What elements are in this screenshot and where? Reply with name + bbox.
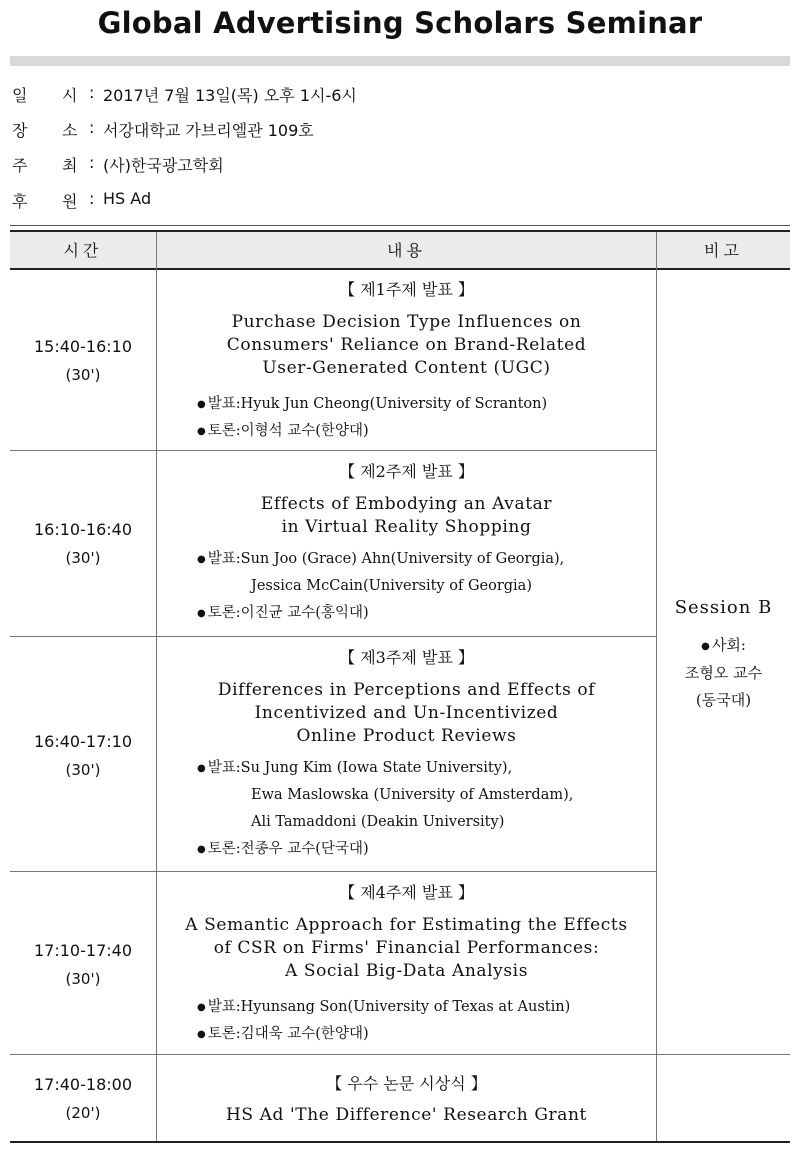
- row-divider: [10, 871, 656, 872]
- moderator-name: 조형오 교수: [684, 664, 763, 682]
- time-cell: [10, 732, 156, 779]
- topic-heading: 【 제1주제 발표 】: [339, 280, 474, 299]
- paper-title: Effects of Embodying an Avatar in Virtual Reality Shopping: [260, 494, 553, 537]
- row-divider: [10, 636, 656, 637]
- bullet-icon: ●: [197, 1002, 206, 1013]
- session-note: [657, 597, 790, 714]
- people-list: [157, 391, 656, 445]
- duration: (20'): [65, 1104, 101, 1122]
- presenter-line: ● 발표:Hyuk Jun Cheong(University of Scranton): [197, 396, 548, 412]
- paper-title: A Semantic Approach for Estimating the Effects of CSR on Firms' Financial Performances: A Social Big-Data Analysis: [185, 915, 628, 981]
- info-value-sponsor: HS Ad: [103, 189, 152, 208]
- info-colon: :: [89, 83, 95, 102]
- info-key-1: 일: [12, 86, 28, 105]
- time-range: 17:40-18:00: [34, 1075, 132, 1094]
- bullet-icon: ●: [197, 399, 206, 410]
- people-list: [157, 546, 656, 627]
- topic-heading: 【 제4주제 발표 】: [339, 883, 474, 902]
- duration: (30'): [65, 761, 101, 779]
- presenter-line-continued: Ali Tamaddoni (Deakin University): [251, 814, 505, 830]
- time-range: 16:40-17:10: [34, 732, 132, 751]
- bullet-icon: ●: [197, 844, 206, 855]
- info-key-2: 최: [62, 156, 78, 175]
- discussant-line: ● 토론:이진균 교수(홍익대): [197, 605, 369, 621]
- paper-title: Purchase Decision Type Influences on Consumers' Reliance on Brand-Related User-Generated Content (UGC): [226, 312, 587, 378]
- bullet-icon: ●: [197, 1029, 206, 1040]
- table-top-rule-outer: [10, 225, 790, 226]
- header-content: 내용: [387, 241, 426, 260]
- duration: (30'): [65, 366, 101, 384]
- time-range: 17:10-17:40: [34, 941, 132, 960]
- info-key-2: 원: [62, 192, 78, 211]
- info-value-date: 2017년 7월 13일(목) 오후 1시-6시: [103, 86, 357, 105]
- page-title: Global Advertising Scholars Seminar: [97, 6, 703, 40]
- content-cell-session-2: [157, 459, 656, 627]
- time-cell: [10, 1075, 156, 1122]
- content-cell-session-1: [157, 277, 656, 445]
- time-cell: [10, 941, 156, 988]
- table-header-rule: [10, 268, 790, 270]
- presenter-line: ● 발표:Hyunsang Son(University of Texas at Austin): [197, 999, 571, 1015]
- info-key-1: 장: [12, 121, 28, 140]
- content-cell-award: [157, 1071, 656, 1127]
- presenter-line-continued: Ewa Maslowska (University of Amsterdam),: [251, 787, 574, 803]
- table-bottom-rule: [10, 1141, 790, 1143]
- row-divider: [10, 450, 656, 451]
- topic-heading: 【 제2주제 발표 】: [339, 462, 474, 481]
- people-list: [157, 994, 656, 1048]
- discussant-line: ● 토론:전종우 교수(단국대): [197, 841, 369, 857]
- bullet-icon: ●: [701, 641, 710, 652]
- bullet-icon: ●: [197, 426, 206, 437]
- topic-heading: 【 제3주제 발표 】: [339, 648, 474, 667]
- moderator-label: ● 사회:: [701, 636, 746, 654]
- info-key-2: 시: [62, 86, 78, 105]
- session-name: Session B: [674, 597, 773, 618]
- moderator-affiliation: (동국대): [695, 691, 752, 709]
- info-value-venue: 서강대학교 가브리엘관 109호: [103, 121, 314, 140]
- paper-title: Differences in Perceptions and Effects of Incentivized and Un-Incentivized Online Product Reviews: [217, 680, 596, 746]
- presenter-line-continued: Jessica McCain(University of Georgia): [251, 578, 532, 594]
- header-time: 시간: [63, 241, 103, 260]
- discussant-line: ● 토론:이형석 교수(한양대): [197, 423, 369, 439]
- title-underline-bar: [10, 56, 790, 66]
- time-range: 16:10-16:40: [34, 520, 132, 539]
- presenter-line: ● 발표:Su Jung Kim (Iowa State University),: [197, 760, 513, 776]
- topic-heading: 【 우수 논문 시상식 】: [326, 1074, 487, 1093]
- info-value-host: (사)한국광고학회: [103, 156, 224, 175]
- row-divider: [10, 1054, 790, 1055]
- info-colon: :: [89, 153, 95, 172]
- award-title: HS Ad 'The Difference' Research Grant: [226, 1105, 587, 1125]
- content-cell-session-4: [157, 880, 656, 1048]
- bullet-icon: ●: [197, 608, 206, 619]
- info-colon: :: [89, 189, 95, 208]
- info-key-1: 후: [12, 192, 28, 211]
- duration: (30'): [65, 549, 101, 567]
- info-colon: :: [89, 118, 95, 137]
- discussant-line: ● 토론:김대욱 교수(한양대): [197, 1026, 369, 1042]
- time-range: 15:40-16:10: [34, 337, 132, 356]
- header-note: 비고: [704, 241, 743, 260]
- people-list: [157, 755, 656, 863]
- content-cell-session-3: [157, 645, 656, 863]
- time-cell: [10, 520, 156, 567]
- info-key-1: 주: [12, 156, 28, 175]
- info-key-2: 소: [62, 121, 78, 140]
- duration: (30'): [65, 970, 101, 988]
- presenter-line: ● 발표:Sun Joo (Grace) Ahn(University of Georgia),: [197, 551, 565, 567]
- time-cell: [10, 337, 156, 384]
- bullet-icon: ●: [197, 763, 206, 774]
- bullet-icon: ●: [197, 554, 206, 565]
